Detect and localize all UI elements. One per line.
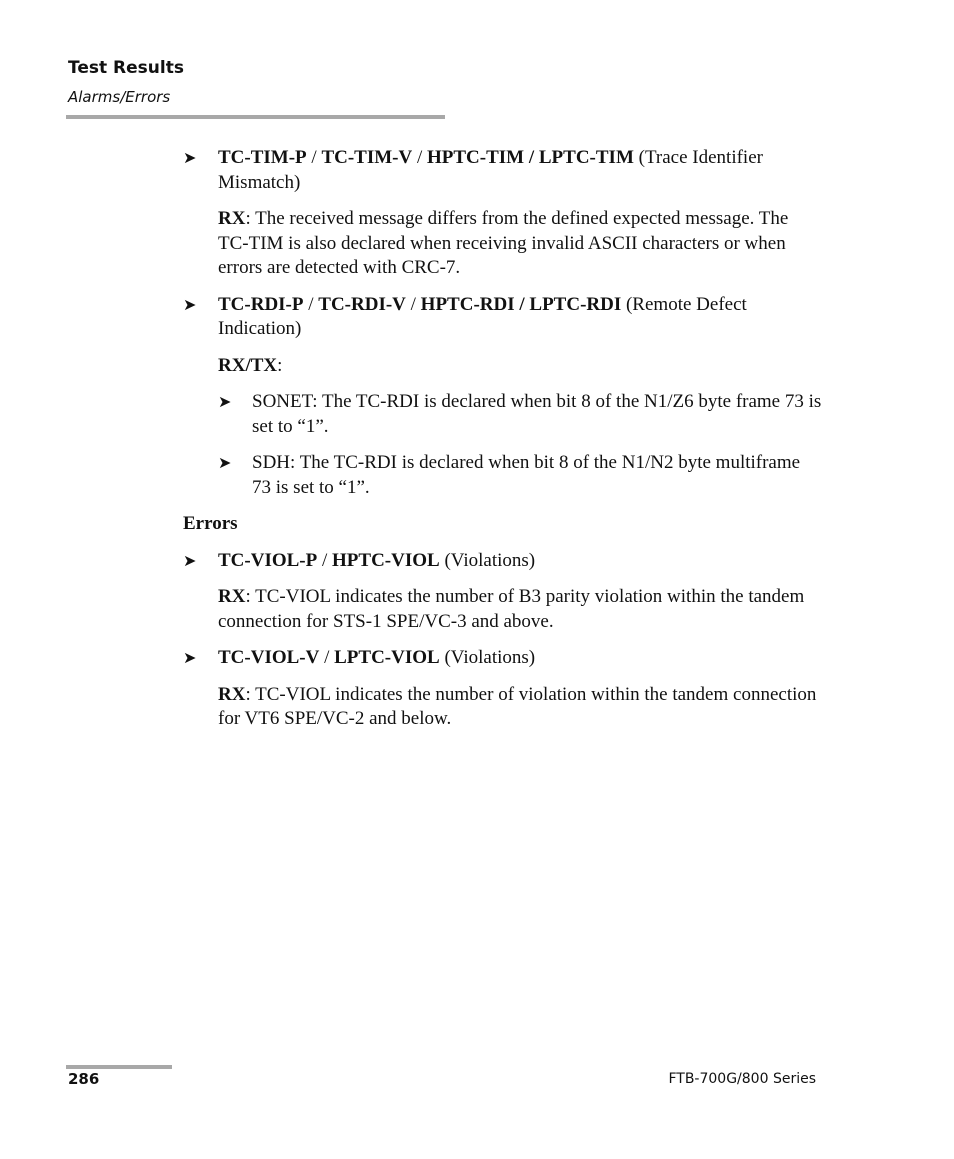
paragraph-tc-viol-p-rx bbox=[183, 585, 823, 634]
code-tc-tim-v: TC-TIM-V bbox=[321, 147, 413, 168]
para-text: : The received message differs from the defined expected message. The TC-TIM is also declared when receiving invalid ASCII characters or when errors are detected with CRC-7. bbox=[218, 208, 789, 278]
para-text: : TC-VIOL indicates the number of B3 parity violation within the tandem connection for STS-1 SPE/VC-3 and above. bbox=[218, 586, 805, 632]
arrow-bullet-icon: ➤ bbox=[183, 148, 197, 167]
page-number: 286 bbox=[68, 1070, 100, 1088]
list-item-tc-rdi bbox=[183, 293, 823, 342]
para-label: RX bbox=[218, 586, 246, 607]
item-description: (Violations) bbox=[439, 647, 536, 668]
code-hptc-lptc-tim: HPTC-TIM / LPTC-TIM bbox=[427, 147, 634, 168]
header-subtitle: Alarms/Errors bbox=[68, 88, 171, 106]
item-description: (Remote Defect Indication) bbox=[218, 293, 747, 339]
errors-heading: Errors bbox=[183, 513, 238, 534]
paragraph-tc-tim-rx bbox=[183, 207, 823, 281]
para-label: RX bbox=[218, 208, 246, 229]
para-text: : TC-VIOL indicates the number of violation within the tandem connection for VT6 SPE/VC-2 and below. bbox=[218, 683, 817, 729]
code-tc-rdi-v: TC-RDI-V bbox=[318, 293, 406, 315]
code-tc-viol-p: TC-VIOL-P bbox=[218, 549, 318, 571]
list-item-tc-tim bbox=[183, 146, 823, 195]
arrow-bullet-icon: ➤ bbox=[218, 453, 232, 472]
code-tc-rdi-p: TC-RDI-P bbox=[218, 293, 304, 315]
sub-item-text: SONET: The TC-RDI is declared when bit 8 of the N1/Z6 byte frame 73 is set to “1”. bbox=[252, 391, 822, 437]
separator: / bbox=[317, 549, 333, 571]
footer-series: FTB-700G/800 Series bbox=[668, 1071, 816, 1087]
sub-item-sonet bbox=[183, 390, 823, 439]
separator: / bbox=[412, 147, 427, 168]
code-lptc-viol: LPTC-VIOL bbox=[334, 647, 440, 668]
code-hptc-viol: HPTC-VIOL bbox=[332, 549, 440, 571]
para-text: : bbox=[277, 354, 283, 376]
para-label: RX bbox=[218, 683, 246, 705]
paragraph-tc-viol-v-rx bbox=[183, 683, 823, 732]
sub-item-text: SDH: The TC-RDI is declared when bit 8 of the N1/N2 byte multiframe 73 is set to “1”. bbox=[252, 452, 801, 498]
separator: / bbox=[303, 293, 319, 315]
code-hptc-lptc-rdi: HPTC-RDI / LPTC-RDI bbox=[420, 293, 622, 315]
code-tc-viol-v: TC-VIOL-V bbox=[218, 647, 320, 668]
separator: / bbox=[319, 647, 335, 668]
arrow-bullet-icon: ➤ bbox=[183, 294, 197, 314]
list-item-tc-viol-p bbox=[183, 549, 823, 574]
code-tc-tim-p: TC-TIM-P bbox=[218, 147, 307, 168]
arrow-bullet-icon: ➤ bbox=[183, 550, 197, 570]
page-content bbox=[183, 146, 823, 744]
para-label: RX/TX bbox=[218, 354, 278, 376]
header-rule bbox=[66, 115, 445, 119]
separator: / bbox=[306, 147, 322, 168]
separator: / bbox=[405, 293, 421, 315]
paragraph-tc-rdi-rxtx bbox=[183, 354, 823, 379]
list-item-tc-viol-v bbox=[183, 646, 823, 671]
arrow-bullet-icon: ➤ bbox=[218, 392, 232, 411]
sub-item-sdh bbox=[183, 451, 823, 500]
arrow-bullet-icon: ➤ bbox=[183, 648, 197, 667]
footer-rule bbox=[66, 1065, 172, 1069]
header-title: Test Results bbox=[68, 58, 184, 78]
item-description: (Violations) bbox=[439, 549, 536, 571]
item-description: (Trace Identifier Mismatch) bbox=[218, 147, 763, 193]
